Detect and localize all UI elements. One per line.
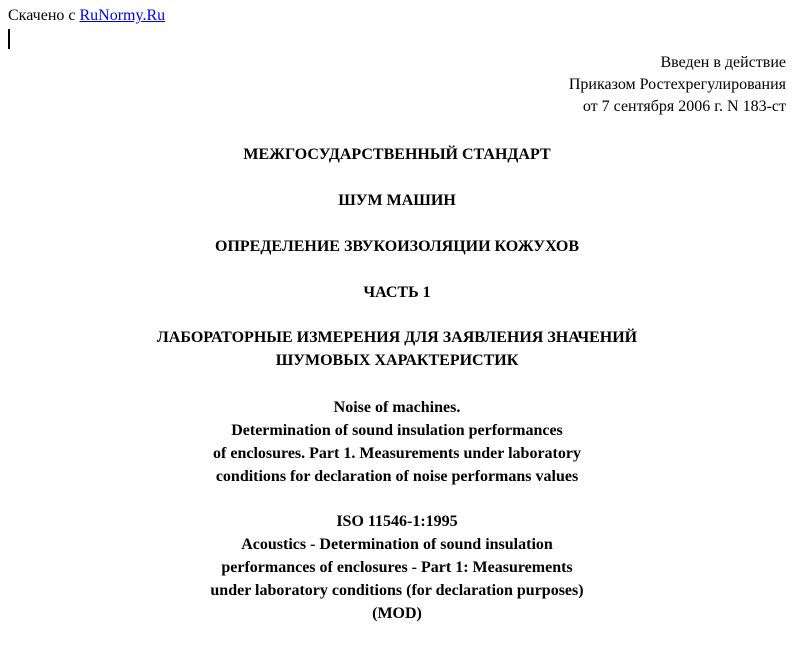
part-number: ЧАСТЬ 1: [363, 284, 431, 301]
document-subtitle: ОПРЕДЕЛЕНИЕ ЗВУКОИЗОЛЯЦИИ КОЖУХОВ: [215, 238, 579, 255]
iso-reference: [0, 510, 794, 625]
iso-line: (MOD): [372, 605, 422, 622]
document-title: ШУМ МАШИН: [338, 192, 456, 209]
iso-line: ISO 11546-1:1995: [336, 513, 458, 530]
iso-line: under laboratory conditions (for declaration purposes): [210, 582, 584, 599]
source-line: [8, 6, 165, 26]
enactment-line: Приказом Ростехрегулирования: [568, 76, 786, 93]
text-cursor: [8, 29, 10, 49]
enactment-line: Введен в действие: [660, 54, 786, 71]
part-name-line: ЛАБОРАТОРНЫЕ ИЗМЕРЕНИЯ ДЛЯ ЗАЯВЛЕНИЯ ЗНАЧЕНИЙ: [156, 329, 638, 346]
english-title-line: of enclosures. Part 1. Measurements under laboratory: [213, 445, 581, 462]
part-name: [0, 326, 794, 372]
iso-line: Acoustics - Determination of sound insulation: [241, 536, 553, 553]
english-title-line: Noise of machines.: [333, 399, 461, 416]
iso-line: performances of enclosures - Part 1: Measurements: [221, 559, 573, 576]
english-title-line: Determination of sound insulation performances: [231, 422, 563, 439]
english-title: [0, 396, 794, 488]
enactment-line: от 7 сентября 2006 г. N 183-ст: [582, 98, 786, 115]
standard-type: МЕЖГОСУДАРСТВЕННЫЙ СТАНДАРТ: [243, 146, 551, 163]
enactment-note: [569, 52, 786, 118]
source-prefix: Скачено с: [8, 7, 80, 24]
part-name-line: ШУМОВЫХ ХАРАКТЕРИСТИК: [275, 352, 519, 369]
source-link[interactable]: RuNormy.Ru: [79, 7, 166, 24]
english-title-line: conditions for declaration of noise performans values: [215, 468, 579, 485]
